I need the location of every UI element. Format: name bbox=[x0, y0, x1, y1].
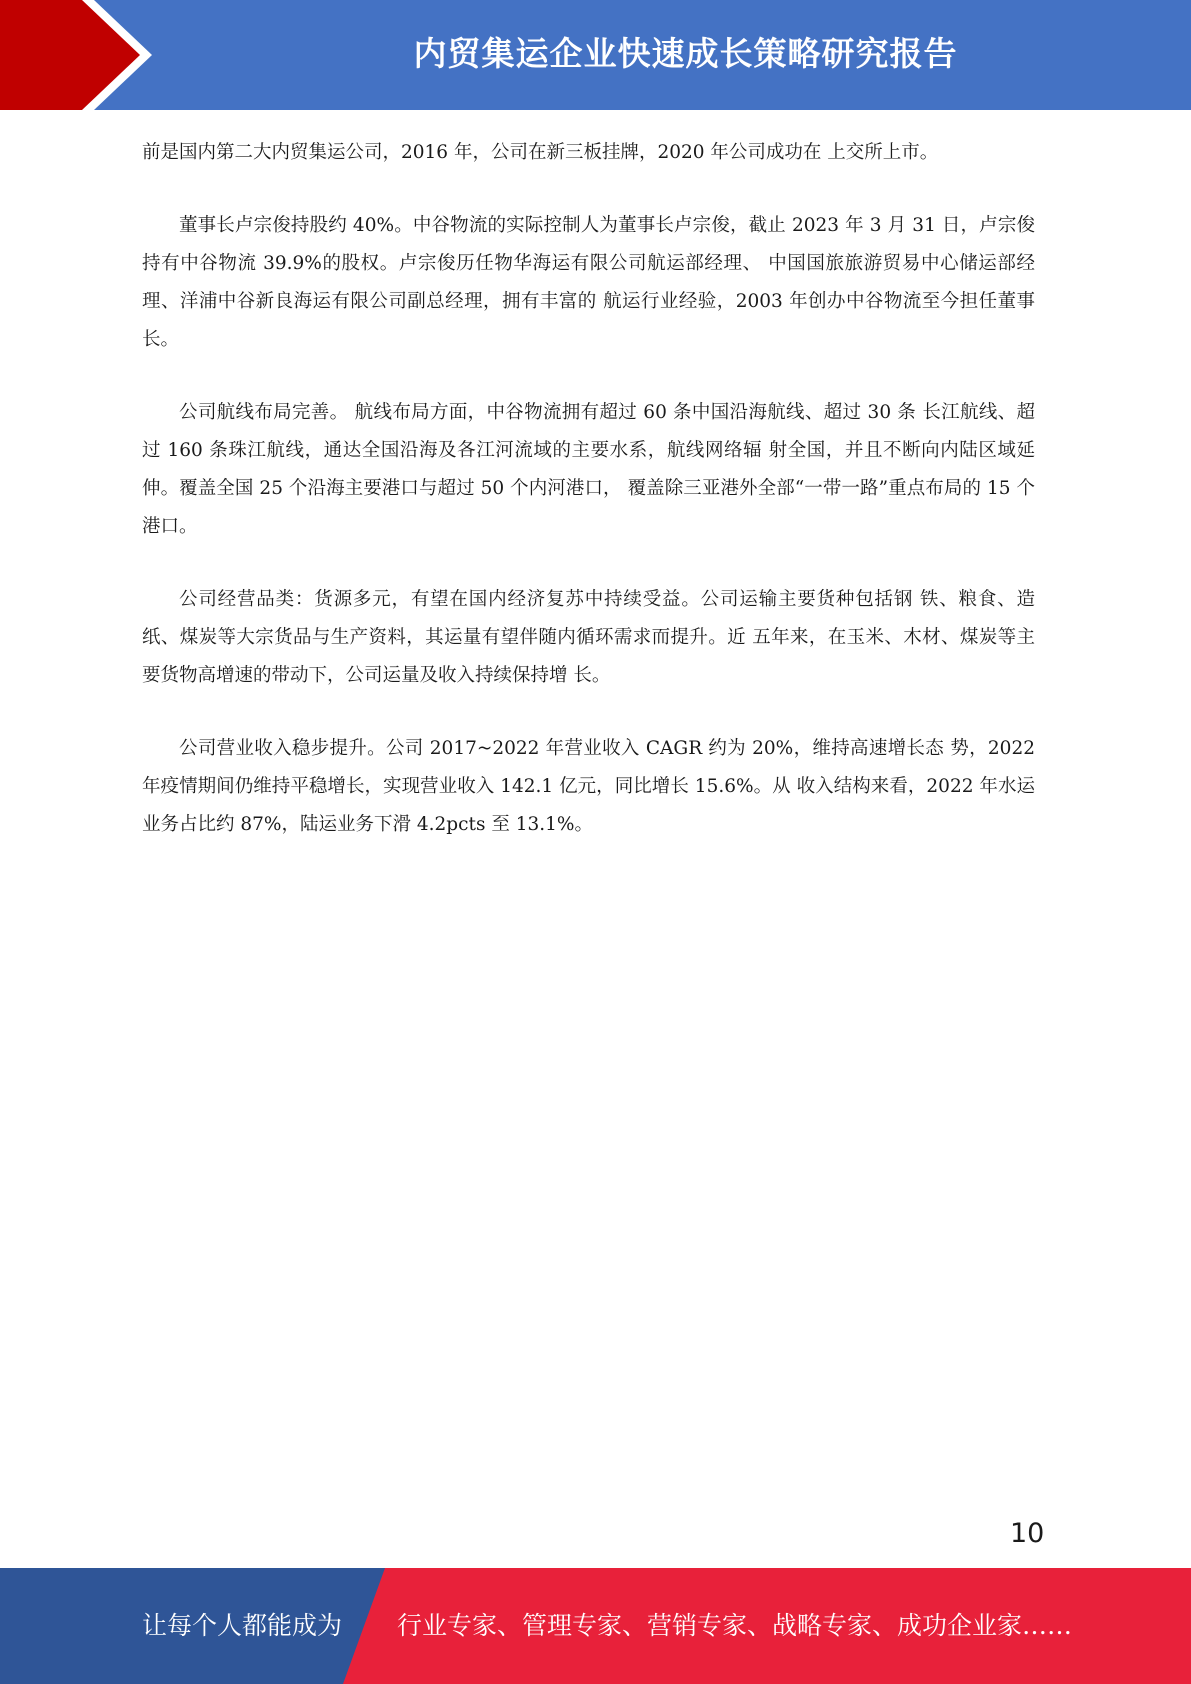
footer-slogan-right: 行业专家、管理专家、营销专家、战略专家、成功企业家…… bbox=[397, 1611, 1073, 1640]
red-chevron-shape bbox=[0, 0, 140, 110]
paragraph-continuation: 前是国内第二大内贸集运公司，2016 年，公司在新三板挂牌，2020 年公司成功在 上交所上市。 bbox=[142, 142, 939, 163]
footer-banner bbox=[0, 1568, 1191, 1684]
paragraph-revenue: 公司营业收入稳步提升。公司 2017~2022 年营业收入 CAGR 约为 20%，维持高速增长态 势，2022 年疫情期间仍维持平稳增长，实现营业收入 142.1 亿元，同比增长 15.6%。从 收入结构来看，2022 年水运业务占比约 87%，陆运业务下滑 4.2pcts 至 13.1%。 bbox=[142, 738, 1035, 835]
report-body bbox=[142, 134, 1035, 879]
paragraph-chairman: 董事长卢宗俊持股约 40%。中谷物流的实际控制人为董事长卢宗俊，截止 2023 年 3 月 31 日，卢宗俊持有中谷物流 39.9%的股权。卢宗俊历任物华海运有限公司航运部经理、 中国国旅旅游贸易中心储运部经理、洋浦中谷新良海运有限公司副总经理，拥有丰富的 航运行业经验，2003 年创办中谷物流至今担任董事长。 bbox=[142, 215, 1035, 350]
report-title: 内贸集运企业快速成长策略研究报告 bbox=[413, 34, 958, 73]
page-number: 10 bbox=[1010, 1518, 1045, 1549]
paragraph-route-layout: 公司航线布局完善。 航线布局方面，中谷物流拥有超过 60 条中国沿海航线、超过 30 条 长江航线、超过 160 条珠江航线，通达全国沿海及各江河流域的主要水系，航线网络辐 射全国，并且不断向内陆区域延伸。覆盖全国 25 个沿海主要港口与超过 50 个内河港口， 覆盖除三亚港外全部“一带一路”重点布局的 15 个港口。 bbox=[142, 402, 1035, 537]
paragraph-cargo-categories: 公司经营品类：货源多元，有望在国内经济复苏中持续受益。公司运输主要货种包括钢 铁、粮食、造纸、煤炭等大宗货品与生产资料，其运量有望伴随内循环需求而提升。近 五年来，在玉米、木材、煤炭等主要货物高增速的带动下，公司运量及收入持续保持增 长。 bbox=[142, 589, 1035, 686]
header-banner bbox=[0, 0, 1191, 110]
footer-slogan-left: 让每个人都能成为 bbox=[142, 1611, 343, 1640]
